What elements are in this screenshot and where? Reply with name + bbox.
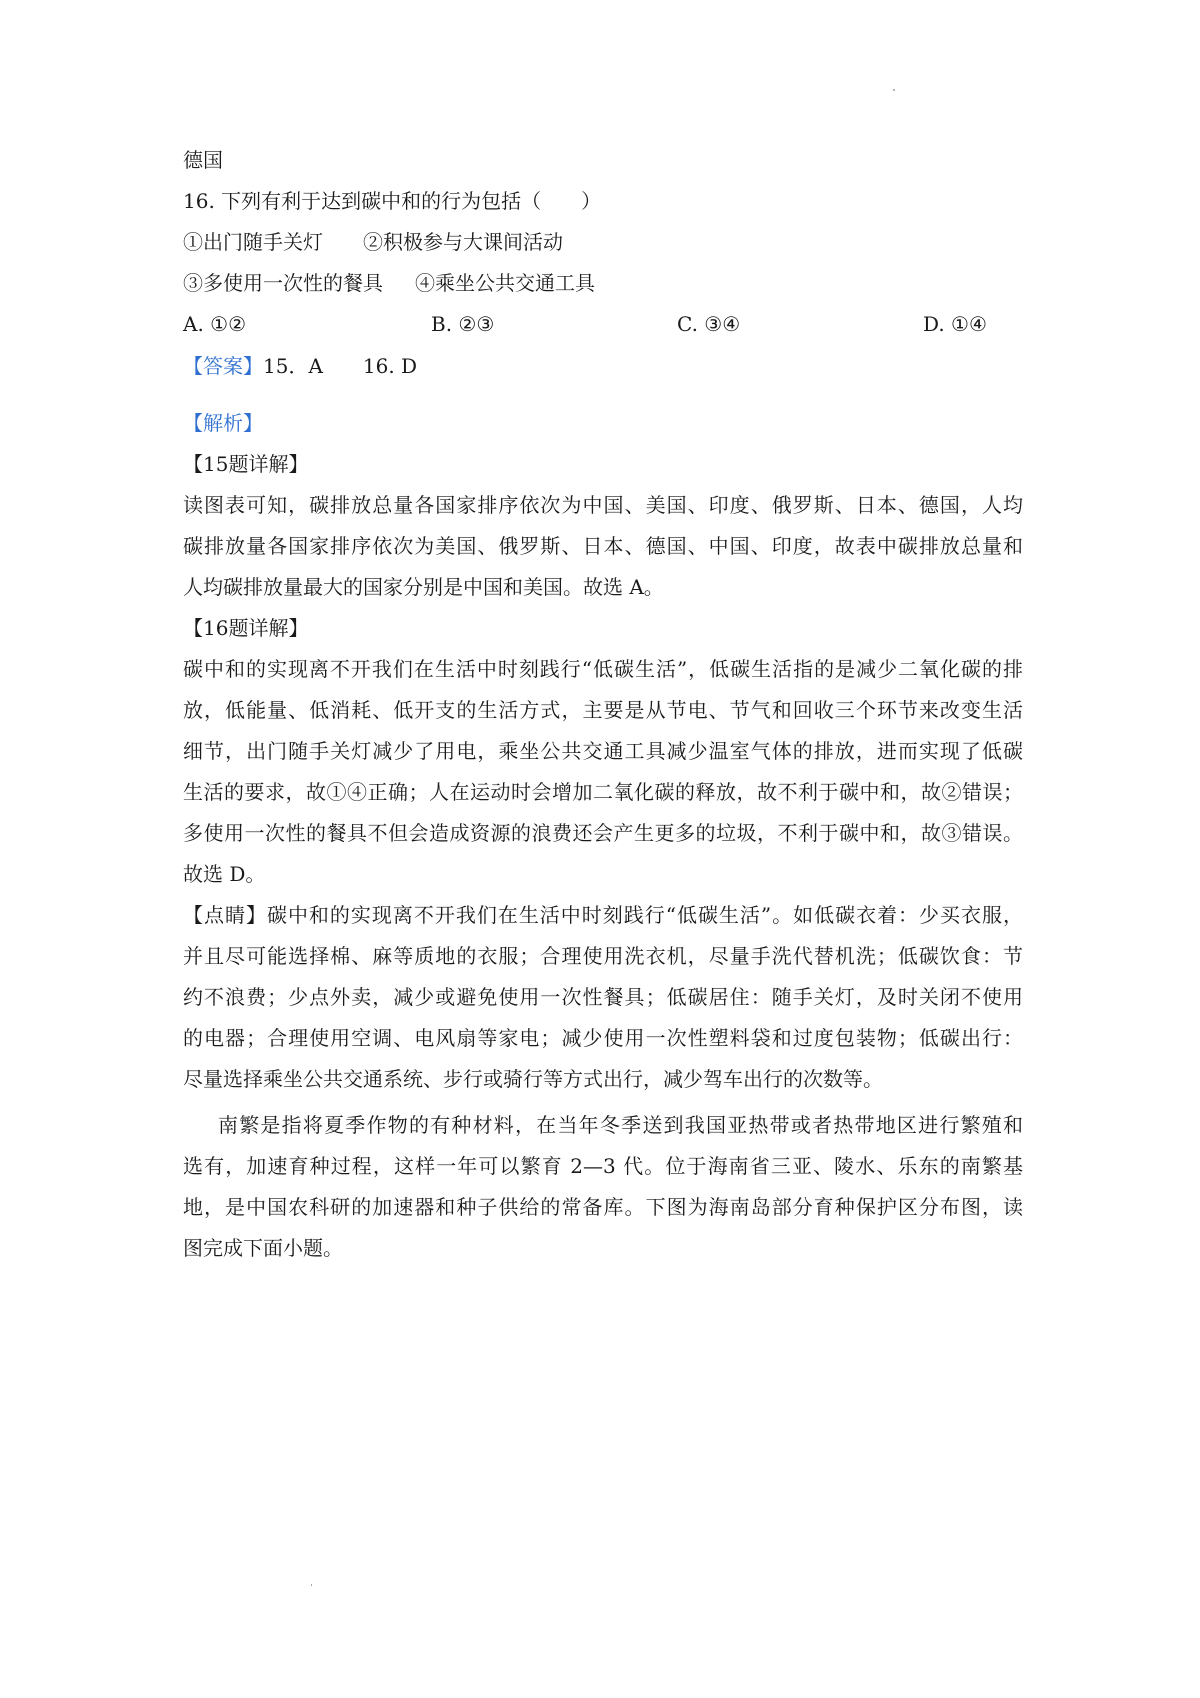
question-16-item-3: ③多使用一次性的餐具 <box>183 271 383 295</box>
q15-detail-line: 碳排放量各国家排序依次为美国、俄罗斯、日本、德国、中国、印度，故表中碳排放总量和 <box>183 534 1023 558</box>
tip-line: 的电器；合理使用空调、电风扇等家电；减少使用一次性塑料袋和过度包装物；低碳出行： <box>183 1026 1023 1050</box>
question-16-item-4: ④乘坐公共交通工具 <box>415 271 595 295</box>
question-16-item-1: ①出门随手关灯 <box>183 230 323 254</box>
passage-line: 地，是中国农科研的加速器和种子供给的常备库。下图为海南岛部分育种保护区分布图，读 <box>183 1195 1023 1219</box>
q16-detail-line: 故选 D。 <box>183 862 266 886</box>
answer-line <box>183 352 417 380</box>
scan-speck <box>311 1584 312 1586</box>
header-fragment: 德国 <box>183 148 223 172</box>
answer-text: 15．A 16. D <box>263 354 418 378</box>
answer-tag: 【答案】 <box>183 354 263 378</box>
question-16-item-2: ②积极参与大课间活动 <box>363 230 563 254</box>
q16-detail-line: 生活的要求，故①④正确；人在运动时会增加二氧化碳的释放，故不利于碳中和，故②错误； <box>183 780 1023 804</box>
q15-detail-line: 人均碳排放量最大的国家分别是中国和美国。故选 A。 <box>183 575 664 599</box>
tip-line: 并且尽可能选择棉、麻等质地的衣服；合理使用洗衣机，尽量手洗代替机洗；低碳饮食：节 <box>183 944 1023 968</box>
question-16-stem: 16. 下列有利于达到碳中和的行为包括（ ） <box>183 189 602 213</box>
q16-detail-line: 放，低能量、低消耗、低开支的生活方式，主要是从节电、节气和回收三个环节来改变生活 <box>183 698 1023 722</box>
passage-line: 选有，加速育种过程，这样一年可以繁育 2—3 代。位于海南省三亚、陵水、乐东的南繁基 <box>183 1154 1023 1178</box>
q16-detail-line: 细节，出门随手关灯减少了用电，乘坐公共交通工具减少温室气体的排放，进而实现了低碳 <box>183 739 1023 763</box>
question-16-options <box>183 310 1033 338</box>
passage-line: 南繁是指将夏季作物的有种材料，在当年冬季送到我国亚热带或者热带地区进行繁殖和 <box>218 1113 1023 1137</box>
q15-detail-line: 读图表可知，碳排放总量各国家排序依次为中国、美国、印度、俄罗斯、日本、德国，人均 <box>183 493 1023 517</box>
analysis-tag: 【解析】 <box>183 411 263 435</box>
passage-line: 图完成下面小题。 <box>183 1236 343 1260</box>
question-16-items-row-2 <box>183 269 595 297</box>
option-d: D. ①④ <box>923 312 987 336</box>
tip-line: 约不浪费；少点外卖，减少或避免使用一次性餐具；低碳居住：随手关灯，及时关闭不使用 <box>183 985 1023 1009</box>
scan-speck <box>893 89 895 91</box>
q16-detail-line: 碳中和的实现离不开我们在生活中时刻践行“低碳生活”，低碳生活指的是减少二氧化碳的排 <box>183 657 1023 681</box>
option-b: B. ②③ <box>431 312 495 336</box>
tip-line: 【点睛】碳中和的实现离不开我们在生活中时刻践行“低碳生活”。如低碳衣着：少买衣服， <box>183 903 1023 927</box>
option-a: A. ①② <box>183 312 247 336</box>
question-16-items-row-1 <box>183 228 563 256</box>
q16-detail-title: 【16题详解】 <box>183 616 309 640</box>
q16-detail-line: 多使用一次性的餐具不但会造成资源的浪费还会产生更多的垃圾，不利于碳中和，故③错误。 <box>183 821 1023 845</box>
option-c: C. ③④ <box>677 312 741 336</box>
q15-detail-title: 【15题详解】 <box>183 452 309 476</box>
tip-line: 尽量选择乘坐公共交通系统、步行或骑行等方式出行，减少驾车出行的次数等。 <box>183 1067 883 1091</box>
